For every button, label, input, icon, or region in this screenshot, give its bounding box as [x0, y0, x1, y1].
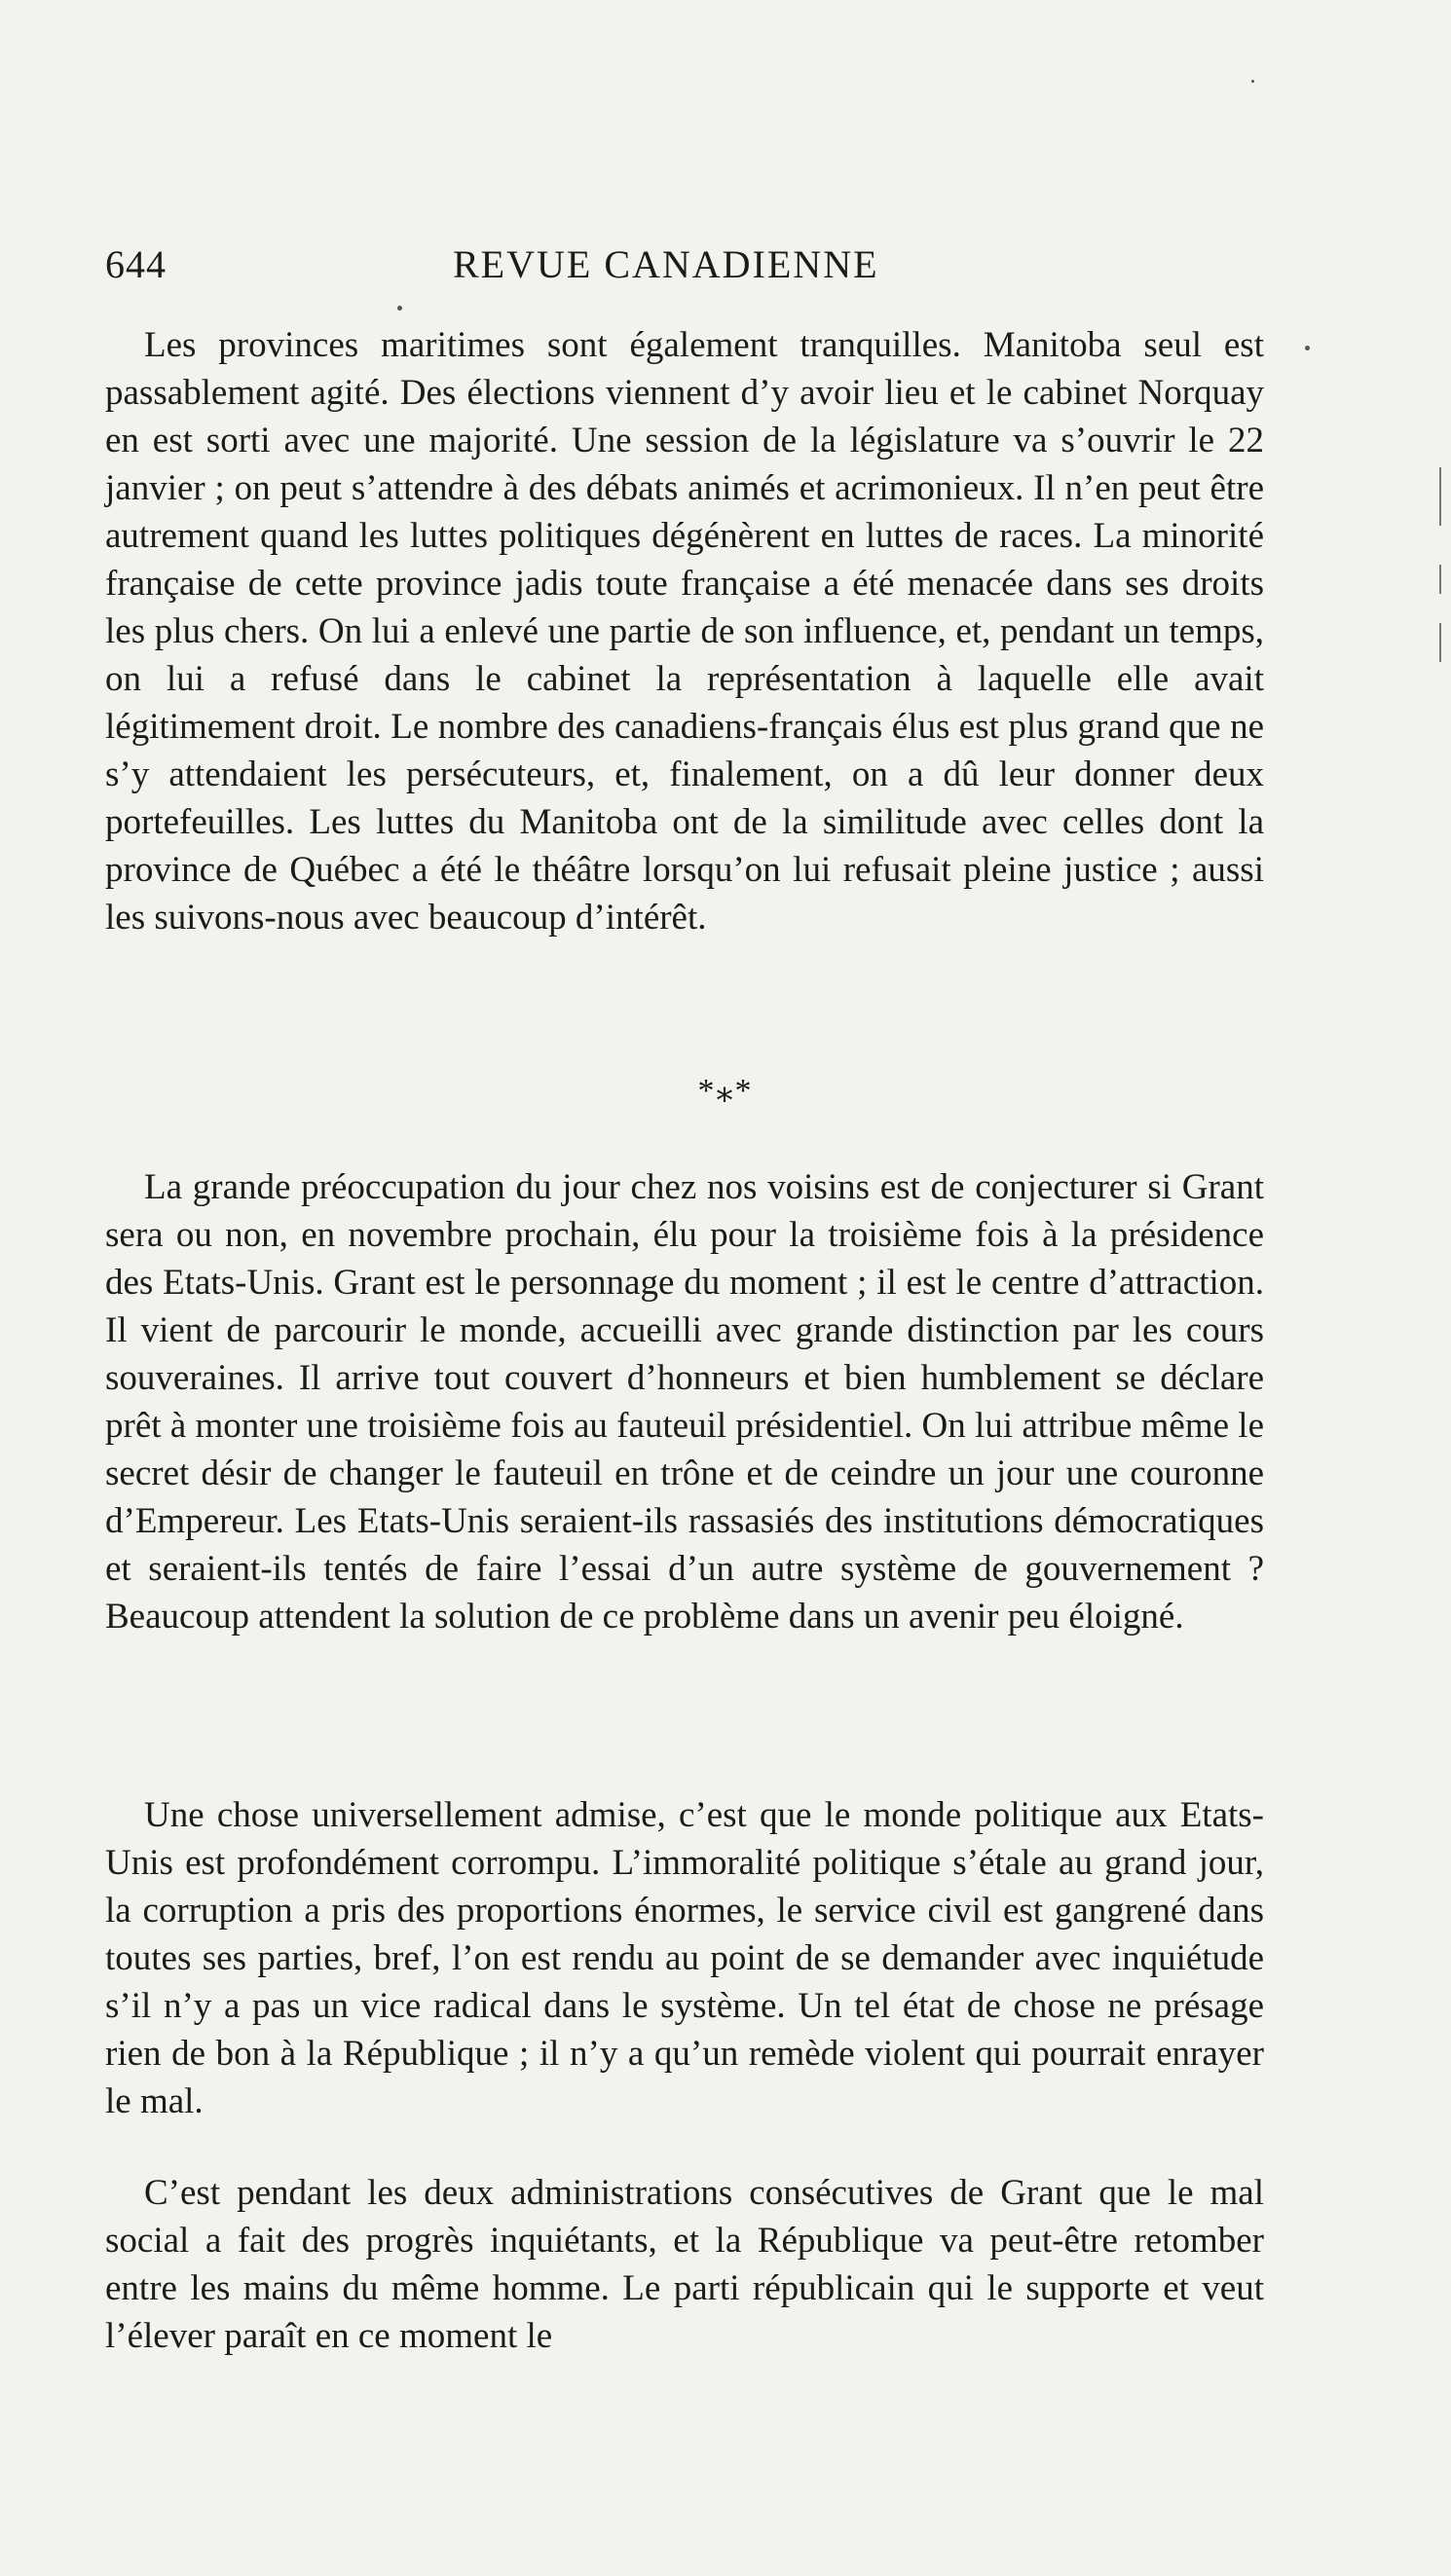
paragraph-republican-party: C’est pendant les deux administrations consécutives de Grant que le mal social a fait des progrès inquiétants, et la République va peut-être retomber entre les mains du même homme. Le parti républicain qui le supporte et veut l’élever paraît en ce moment le — [105, 2173, 1264, 2356]
page-header — [105, 241, 1274, 300]
page-number: 644 — [105, 242, 167, 286]
scan-edge-mark — [1439, 623, 1441, 662]
paragraph-corruption: Une chose universellement admise, c’est que le monde politique aux Etats-Unis est profondément corrompu. L’immoralité politique s’étale au grand jour, la corruption a pris des proportions énormes, le service civil est gangrené dans toutes ses parties, bref, l’on est rendu au point de se demander avec inquiétude s’il n’y a pas un vice radical dans le système. Un tel état de chose ne présage rien de bon à la République ; il n’y a qu’un remède violent qui pourrait enrayer le mal. — [105, 1795, 1264, 2121]
asterism-separator: *⁎* — [697, 1073, 754, 1109]
paragraph-manitoba: Les provinces maritimes sont également tranquilles. Manitoba seul est passablement agité. Des élections viennent d’y avoir lieu et le cabinet Norquay en est sorti avec une majorité. Une session de la législature va s’ouvrir le 22 janvier ; on peut s’attendre à des débats animés et acrimonieux. Il n’en peut être autrement quand les luttes politiques dégénèrent en luttes de races. La minorité française de cette province jadis toute française a été menacée dans ses droits les plus chers. On lui a enlevé une partie de son influence, et, pendant un temps, on lui a refusé dans le cabinet la représentation à laquelle elle avait légitimement droit. Le nombre des canadiens-français élus est plus grand que ne s’y attendaient les persécuteurs, et, finalement, on a dû leur donner deux portefeuilles. Les luttes du Manitoba ont de la similitude avec celles dont la province de Québec a été le théâtre lorsqu’on lui refusait pleine justice ; aussi les suivons-nous avec beaucoup d’intérêt. — [105, 325, 1264, 938]
running-title: REVUE CANADIENNE — [453, 242, 879, 286]
scan-speck — [1305, 346, 1310, 350]
scan-edge-mark — [1439, 467, 1441, 526]
scan-speck — [1251, 80, 1254, 83]
scan-speck — [397, 306, 402, 311]
paragraph-grant-election: La grande préoccupation du jour chez nos voisins est de conjecturer si Grant sera ou non, en novembre prochain, élu pour la troisième fois à la présidence des Etats-Unis. Grant est le personnage du moment ; il est le centre d’attraction. Il vient de parcourir le monde, accueilli avec grande distinction par les cours souveraines. Il arrive tout couvert d’honneurs et bien humblement se déclare prêt à monter une troisième fois au fauteuil présidentiel. On lui attribue même le secret désir de changer le fauteuil en trône et de ceindre un jour une couronne d’Empereur. Les Etats-Unis seraient-ils rassasiés des institutions démocratiques et seraient-ils tentés de faire l’essai d’un autre système de gouvernement ? Beaucoup attendent la solution de ce problème dans un avenir peu éloigné. — [105, 1167, 1264, 1637]
scan-edge-mark — [1439, 565, 1441, 594]
